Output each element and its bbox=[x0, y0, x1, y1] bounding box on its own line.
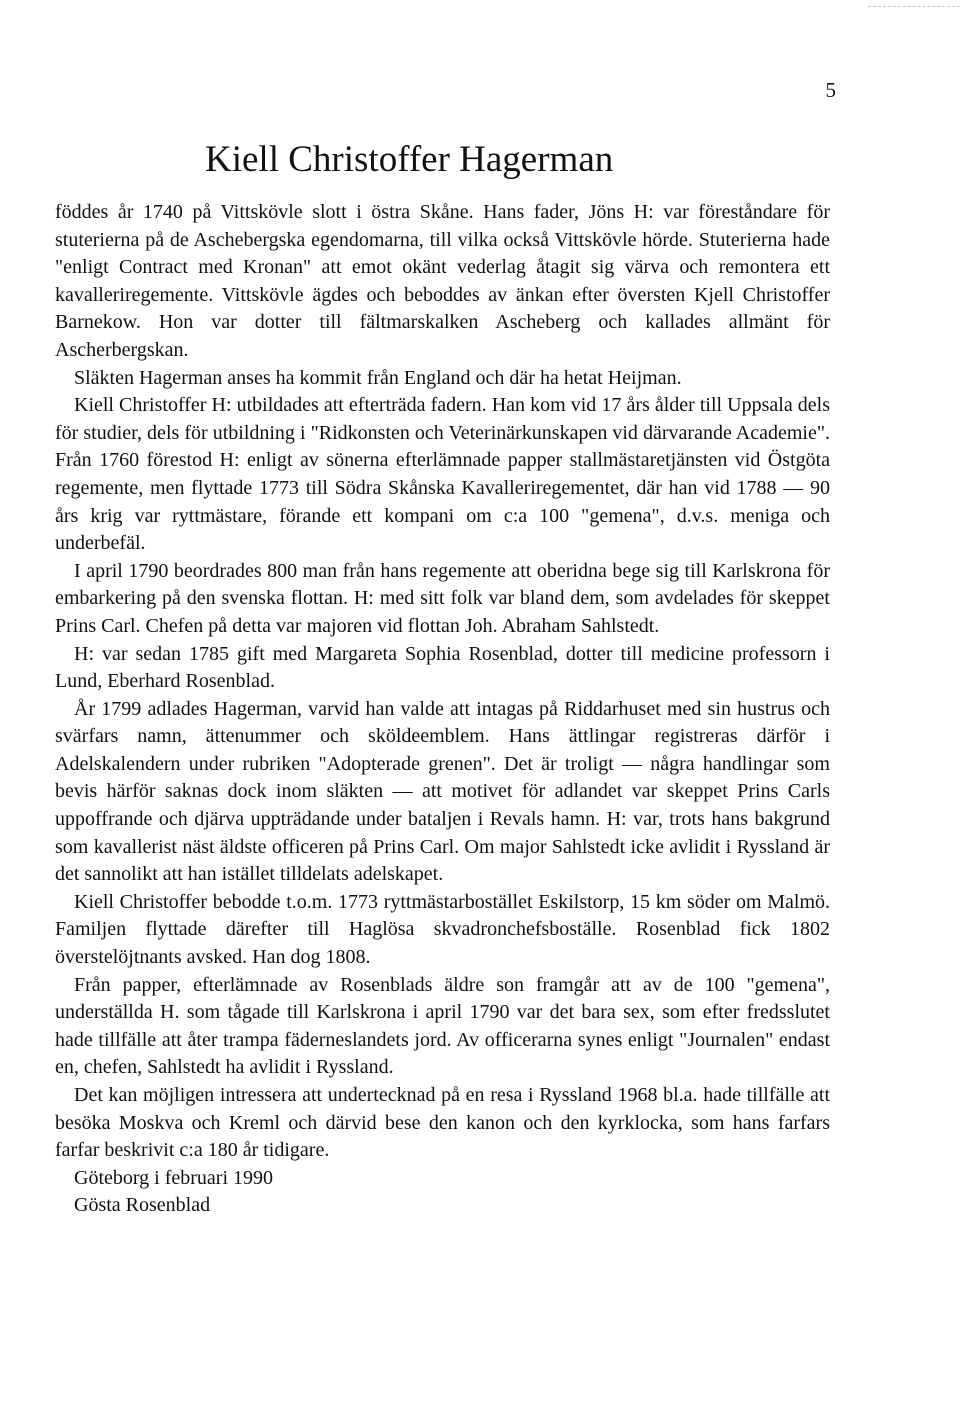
paragraph-4: I april 1790 beordrades 800 man från hans regemente att oberidna bege sig till Karlskrona för embarkering på den svenska flottan. H: med sitt folk var bland dem, som avdelades för skeppet Prins Carl. Chefen på detta var majoren vid flottan Joh. Abraham Sahlstedt. bbox=[55, 559, 830, 637]
signature-name: Gösta Rosenblad bbox=[74, 1194, 211, 1217]
paragraph-1: föddes år 1740 på Vittskövle slott i östra Skåne. Hans fader, Jöns H: var föreståndare för stuterierna på de Aschebergska egendomarna, till vilka också Vittskövle hörde. Stuterierna hade "enligt Contract med Kronan" att emot okänt vederlag åtagit sig värva och remontera ett kavalleriregemente. Vittskövle ägdes och beboddes av änkan efter översten Kjell Christoffer Barnekow. Hon var dotter till fältmarskalken Ascheberg och kallades allmänt för Ascherbergskan. bbox=[55, 201, 830, 361]
signature-place-date: Göteborg i februari 1990 bbox=[74, 1166, 274, 1189]
paragraph-2: Släkten Hagerman anses ha kommit från England och där ha hetat Heijman. bbox=[74, 366, 682, 389]
scan-edge-mark bbox=[868, 6, 960, 7]
page-title: Kiell Christoffer Hagerman bbox=[205, 139, 614, 180]
page-number: 5 bbox=[825, 78, 836, 102]
paragraph-6: År 1799 adlades Hagerman, varvid han valde att intagas på Riddarhuset med sin hustrus och svärfars namn, ättenummer och sköldeemblem. Hans ättlingar registreras därför i Adelskalendern under rubriken "Adopterade grenen". Det är troligt — några handlingar som bevis härför saknas dock inom släkten — att motivet för adlandet var skeppet Prins Carls uppoffrande och djärva uppträdande under bataljen i Revals hamn. H: var, trots hans bakgrund som kavallerist näst äldste officeren på Prins Carl. Om major Sahlstedt icke avlidit i Ryssland är det sannolikt att han istället tilldelats adelskapet. bbox=[55, 697, 830, 886]
article-body bbox=[55, 199, 830, 1220]
paragraph-3: Kiell Christoffer H: utbildades att efterträda fadern. Han kom vid 17 års ålder till Uppsala dels för studier, dels för utbildning i "Ridkonsten och Veterinärkunskapen vid därvarande Academie". Från 1760 förestod H: enligt av sönerna efterlämnade papper stallmästaretjänsten vid Östgöta regemente, men flyttade 1773 till Södra Skånska Kavalleriregementet, där han vid 1788 — 90 års krig var ryttmästare, förande ett kompani om c:a 100 "gemena", d.v.s. meniga och underbefäl. bbox=[55, 394, 830, 555]
paragraph-8: Från papper, efterlämnade av Rosenblads äldre son framgår att av de 100 "gemena", underställda H. som tågade till Karlskrona i april 1790 var det bara sex, som efter fredsslutet hade tillfälle att åter trampa fäderneslandets jord. Av officerarna synes enligt "Journalen" endast en, chefen, Sahlstedt ha avlidit i Ryssland. bbox=[55, 973, 830, 1079]
paragraph-9: Det kan möjligen intressera att undertecknad på en resa i Ryssland 1968 bl.a. hade tillfälle att besöka Moskva och Kreml och därvid bese den kanon och den kyrklocka, som hans farfars farfar beskrivit c:a 180 år tidigare. bbox=[55, 1084, 830, 1162]
paragraph-5: H: var sedan 1785 gift med Margareta Sophia Rosenblad, dotter till medicine professorn i Lund, Eberhard Rosenblad. bbox=[55, 642, 830, 693]
paragraph-7: Kiell Christoffer bebodde t.o.m. 1773 ryttmästarbostället Eskilstorp, 15 km söder om Malmö. Familjen flyttade därefter till Haglösa skvadronchefsboställe. Rosenblad fick 1802 överstelöjtnants avsked. Han dog 1808. bbox=[55, 890, 830, 969]
